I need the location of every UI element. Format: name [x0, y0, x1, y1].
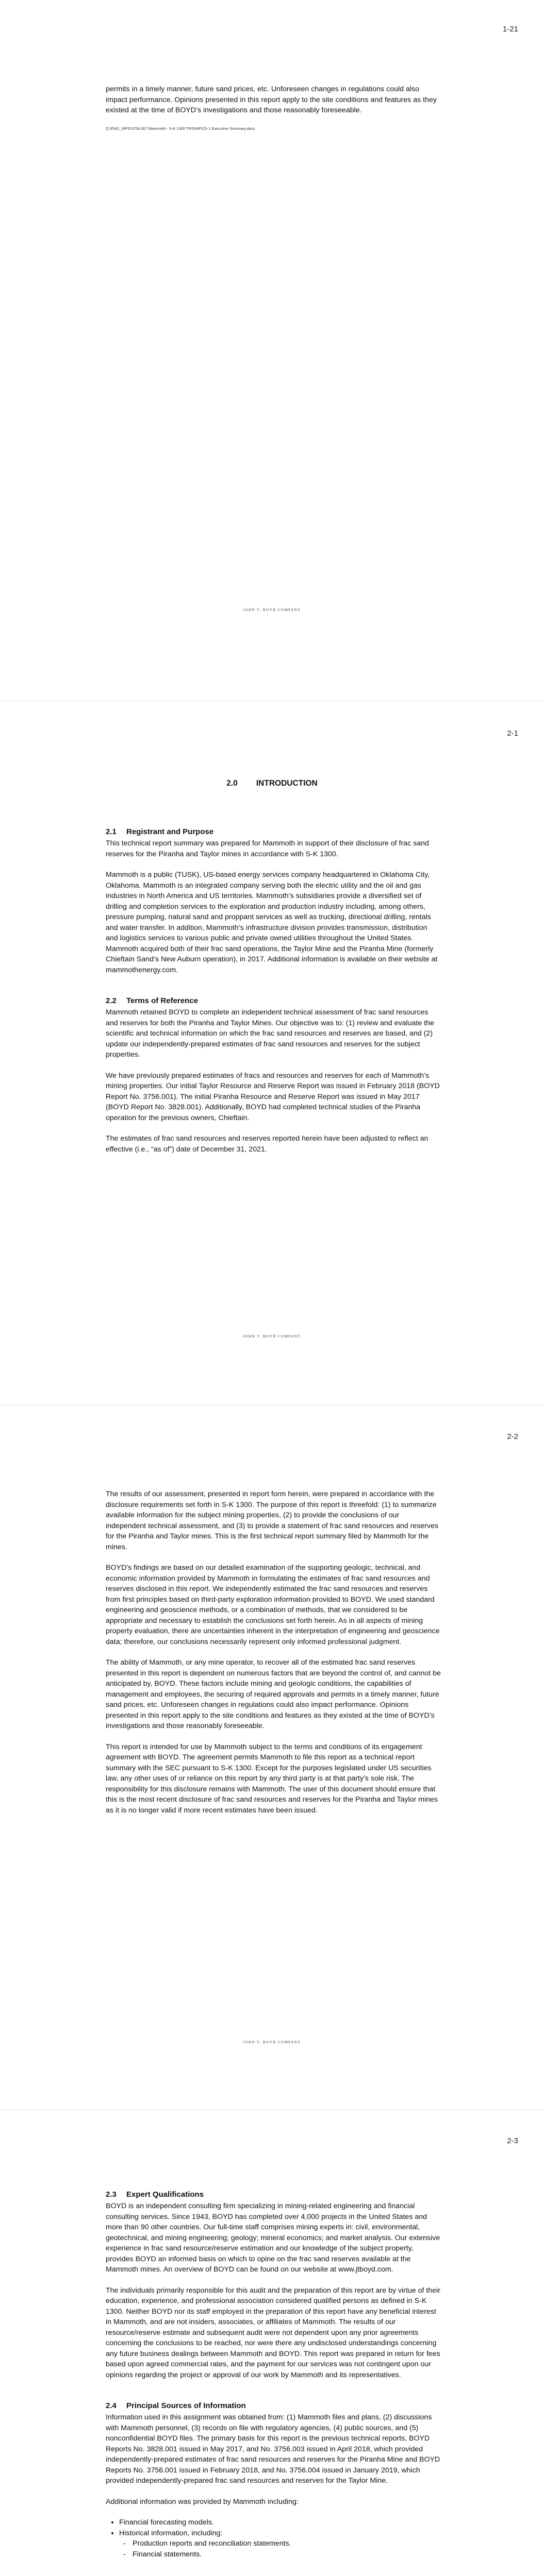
paragraph: The estimates of frac sand resources and reserves reported herein have been adjusted to reflect an effective (i.e., “as of”) date of December 31, 2021.: [106, 1134, 428, 1154]
list-item: [119, 2517, 441, 2528]
sub-list-item: - Financial statements.: [133, 2549, 441, 2560]
list-item-text: Financial forecasting models.: [119, 2518, 214, 2527]
paragraph: permits in a timely manner, future sand prices, etc. Unforeseen changes in regulations could also impact performance. Opinions presented in this report apply to the site conditions and features as they existed at the time of BOYD’s investigations and those reasonably foreseeable.: [106, 85, 437, 114]
paragraph: The individuals primarily responsible for this audit and the preparation of this report are by virtue of their education, experience, and professional association considered qualified persons as defined in S-K 1300. Neither BOYD nor its staff employed in the preparation of this report have any beneficial interest in Mammoth, and are not insiders, associates, or affiliates of Mammoth. The results of our resource/reserve estimate and subsequent audit were not dependent upon any prior agreements concerning the conclusions to be reached, nor were there any undisclosed understandings concerning any future business dealings between Mammoth and BOYD. This report was prepared in return for fees based upon agreed commercial rates, and the payment for our services was not contingent upon our opinions regarding the project or approval of our work by Mammoth and its representatives.: [106, 2286, 441, 2379]
list-item: [119, 2528, 441, 2560]
company-footer: JOHN T. BOYD COMPANY: [243, 1334, 301, 1338]
page-number: 2-2: [507, 1432, 518, 1441]
paragraph: The ability of Mammoth, or any mine operator, to recover all of the estimated frac sand reserves presented in this report is dependent on numerous factors that are beyond the control of, and cannot be anticipated by, BOYD. These factors include mining and geologic conditions, the capabilities of management and employees, the securing of required approvals and permits in a timely manner, future sand prices, etc. Unforeseen changes in regulations could also impact performance. Opinions presented in this report apply to the site conditions and features as they existed at the time of BOYD’s investigations and those reasonably foreseeable.: [106, 1658, 441, 1730]
chapter-number: 2.0: [226, 779, 238, 788]
sub-list-item: - Production reports and reconciliation statements.: [133, 2538, 441, 2549]
section-title: Expert Qualifications: [126, 2190, 204, 2199]
page-body: [106, 2190, 441, 2560]
file-path-footnote: Q:\ENG_WPS\3756.007 Mammoth - S-K 1300 TRS\WP\Ch 1 Executive Summary.docx: [106, 126, 255, 131]
chapter-heading: [0, 779, 544, 788]
page-body: [106, 827, 441, 1165]
paragraph: BOYD’s findings are based on our detailed examination of the supporting geologic, technical, and economic information provided by Mammoth in formulating the estimates of frac sand resources and reserves disclosed in this report. We independently estimated the frac sand resources and reserves from first principles based on third-party exploration information provided to BOYD. We used standard engineering and geoscience methods, or a combination of methods, that we considered to be appropriate and necessary to establish the conclusions set forth herein. As in all aspects of mining property evaluation, there are uncertainties inherent in the interpretation of engineering and geoscience data; therefore, our conclusions necessarily represent only informed professional judgment.: [106, 1564, 440, 1646]
page-1-21: [0, 0, 544, 701]
bullet-list: [106, 2517, 441, 2560]
section-number: 2.4: [106, 2401, 117, 2410]
company-footer: JOHN T. BOYD COMPANY: [243, 608, 301, 612]
section-number: 2.2: [106, 996, 117, 1005]
sub-list: [119, 2538, 441, 2560]
section-heading: [106, 2190, 441, 2200]
paragraph: We have previously prepared estimates of fracs and resources and reserves for each of Mammoth’s mining properties. Our initial Taylor Resource and Reserve Report was issued in February 2018 (BOYD Report No. 3756.001). The initial Piranha Resource and Reserve Report was issued in May 2017 (BOYD Report No. 3828.001). Additionally, BOYD had completed technical studies of the Piranha operation for the previous owners, Chieftain.: [106, 1071, 440, 1122]
list-item-text: Historical information, including:: [119, 2529, 223, 2537]
page-2-1: [0, 702, 544, 1405]
paragraph: This technical report summary was prepared for Mammoth in support of their disclosure of frac sand reserves for the Piranha and Taylor mines in accordance with S-K 1300.: [106, 839, 429, 858]
paragraph: BOYD is an independent consulting firm specializing in mining-related engineering and financial consulting services. Since 1943, BOYD has completed over 4,000 projects in the United States and more than 90 other countries. Our full-time staff comprises mining experts in: civil, environmental, geotechnical, and mining engineering; geology; mineral economics; and market analysis. Our extensive experience in frac sand resource/reserve estimation and our knowledge of the subject property, provides BOYD an informed basis on which to opine on the frac sand reserves available at the Mammoth mines. An overview of BOYD can be found on our website at www.jtboyd.com.: [106, 2202, 440, 2274]
page-number: 2-1: [507, 729, 518, 738]
section-heading: [106, 2401, 441, 2411]
section-title: Terms of Reference: [126, 996, 198, 1005]
section-number: 2.1: [106, 827, 117, 836]
paragraph: This report is intended for use by Mammoth subject to the terms and conditions of its engagement agreement with BOYD. The agreement permits Mammoth to file this report as a technical report summary with the SEC pursuant to S-K 1300. Except for the purposes legislated under US securities law, any other uses of or reliance on this report by any third party is at that party’s sole risk. The responsibility for this disclosure remains with Mammoth. The user of this document should ensure that this is the most recent disclosure of frac sand resources and reserves for the Piranha and Taylor mines as it is no longer valid if more recent estimates have been issued.: [106, 1742, 438, 1815]
paragraph: The results of our assessment, presented in report form herein, were prepared in accordance with the disclosure requirements set forth in S-K 1300. The purpose of this report is threefold: (1) to summarize available information for the subject mining properties, (2) to provide the conclusions of our independent technical assessment, and (3) to provide a statement of frac sand resources and reserves for the Piranha and Taylor mines. This is the first technical report summary filed by Mammoth for the mines.: [106, 1490, 439, 1551]
page-2-2: [0, 1406, 544, 2110]
section-number: 2.3: [106, 2190, 117, 2199]
page-body: [106, 84, 441, 131]
page-number: 2-3: [507, 2137, 518, 2145]
section-title: Registrant and Purpose: [126, 827, 214, 836]
page-body: [106, 1489, 441, 1826]
company-footer: JOHN T. BOYD COMPANY: [243, 2040, 301, 2044]
page-number: 1-21: [502, 25, 518, 33]
paragraph: Information used in this assignment was obtained from: (1) Mammoth files and plans, (2) discussions with Mammoth personnel, (3) records on file with regulatory agencies, (4) public sources, and (5) nonconfidential BOYD files. The primary basis for this report is the previous technical reports, BOYD Reports No. 3828.001 issued in May 2017, and No. 3756.003 issued in April 2018, which provided independently-prepared estimates of frac sand resources and reserves for the Piranha Mine and BOYD Reports No. 3756.001 issued in February 2018, and No. 3756.004 issued in January 2019, which provided independently-prepared frac sand resources and reserves for the Taylor Mine.: [106, 2413, 440, 2485]
section-heading: [106, 996, 441, 1006]
chapter-title: INTRODUCTION: [256, 779, 318, 788]
paragraph: Additional information was provided by Mammoth including:: [106, 2497, 299, 2506]
paragraph: Mammoth retained BOYD to complete an independent technical assessment of frac sand resources and reserves for both the Piranha and Taylor Mines. Our objective was to: (1) review and evaluate the scientific and technical information on which the frac sand resources and reserves are based, and (2) update our independently-prepared estimates of frac sand resources and reserves for the subject properties.: [106, 1008, 434, 1059]
section-title: Principal Sources of Information: [126, 2401, 246, 2410]
page-2-3: [0, 2111, 544, 2576]
section-heading: [106, 827, 441, 837]
paragraph: Mammoth is a public (TUSK), US-based energy services company headquartered in Oklahoma City, Oklahoma. Mammoth is an integrated company serving both the electric utility and the oil and gas industries in North America and US territories. Mammoth’s subsidiaries provide a diversified set of drilling and completion services to the exploration and production industry including, among others, pressure pumping, natural sand and proppant services as well as trucking, directional drilling, rentals and water transfer. In addition, Mammoth’s infrastructure division provides transmission, distribution and logistics services to various public and private owned utilities throughout the United States. Mammoth acquired both of their frac sand operations, the Taylor Mine and the Piranha Mine (formerly Chieftain Sand’s New Auburn operation), in 2017. Additional information is available on their website at mammothenergy.com.: [106, 871, 438, 974]
